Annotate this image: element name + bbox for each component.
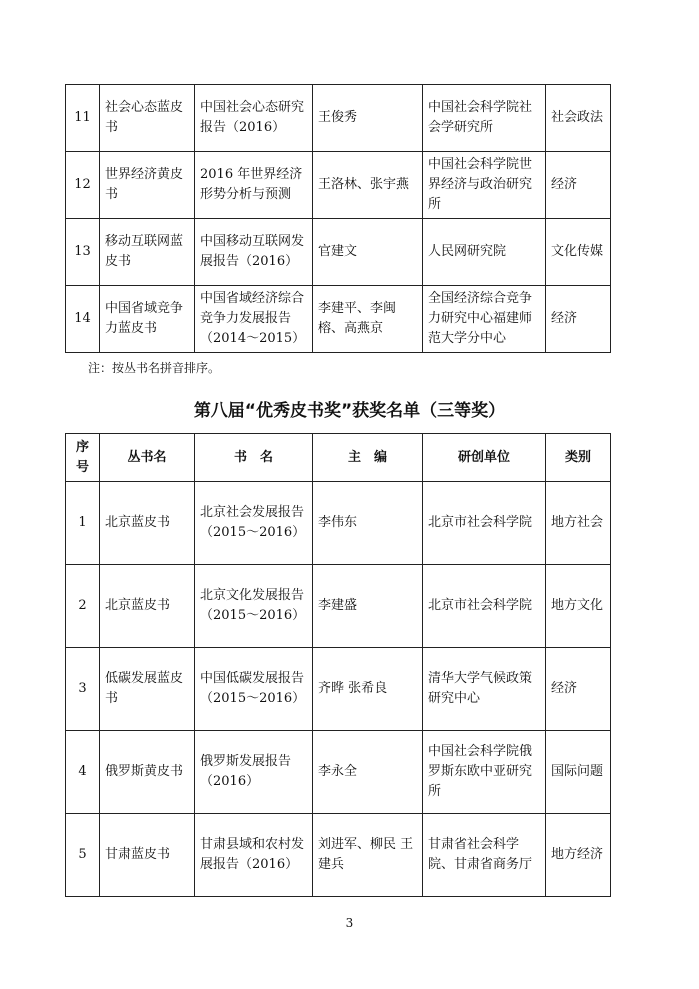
row-number: 11 [66, 85, 100, 152]
chief-editor: 刘进军、柳民 王建兵 [313, 814, 423, 897]
category: 经济 [546, 648, 611, 731]
chief-editor: 李建盛 [313, 565, 423, 648]
row-number: 14 [66, 286, 100, 353]
research-org: 北京市社会科学院 [423, 482, 546, 565]
book-title: 俄罗斯发展报告（2016） [195, 731, 313, 814]
book-title: 甘肃县域和农村发展报告（2016） [195, 814, 313, 897]
series-name: 甘肃蓝皮书 [100, 814, 195, 897]
series-name: 俄罗斯黄皮书 [100, 731, 195, 814]
third-prize-table [65, 433, 611, 897]
category: 地方文化 [546, 565, 611, 648]
row-number: 5 [66, 814, 100, 897]
row-number: 4 [66, 731, 100, 814]
research-org: 中国社会科学院世界经济与政治研究所 [423, 152, 546, 219]
book-title: 北京社会发展报告（2015～2016） [195, 482, 313, 565]
category: 地方社会 [546, 482, 611, 565]
category: 文化传媒 [546, 219, 611, 286]
table-note: 注：按丛书名拼音排序。 [88, 361, 221, 375]
series-name: 低碳发展蓝皮书 [100, 648, 195, 731]
row-number: 3 [66, 648, 100, 731]
series-name: 中国省域竞争力蓝皮书 [100, 286, 195, 353]
series-name: 世界经济黄皮书 [100, 152, 195, 219]
research-org: 中国社会科学院俄罗斯东欧中亚研究所 [423, 731, 546, 814]
chief-editor: 齐晔 张希良 [313, 648, 423, 731]
awards-table-continued [65, 84, 611, 353]
book-title: 2016 年世界经济形势分析与预测 [195, 152, 313, 219]
header-number: 序号 [66, 434, 100, 482]
series-name: 北京蓝皮书 [100, 482, 195, 565]
research-org: 甘肃省社会科学院、甘肃省商务厅 [423, 814, 546, 897]
research-org: 全国经济综合竞争力研究中心福建师范大学分中心 [423, 286, 546, 353]
research-org: 北京市社会科学院 [423, 565, 546, 648]
research-org: 人民网研究院 [423, 219, 546, 286]
book-title: 中国省域经济综合竞争力发展报告（2014～2015） [195, 286, 313, 353]
chief-editor: 李伟东 [313, 482, 423, 565]
book-title: 中国移动互联网发展报告（2016） [195, 219, 313, 286]
row-number: 2 [66, 565, 100, 648]
table-row [66, 85, 611, 152]
book-title: 中国社会心态研究报告（2016） [195, 85, 313, 152]
row-number: 13 [66, 219, 100, 286]
category: 社会政法 [546, 85, 611, 152]
page-number: 3 [345, 916, 354, 930]
table-row [66, 219, 611, 286]
table-row [66, 814, 611, 897]
table-row [66, 152, 611, 219]
row-number: 1 [66, 482, 100, 565]
header-editor: 主 编 [313, 434, 423, 482]
category: 地方经济 [546, 814, 611, 897]
series-name: 移动互联网蓝皮书 [100, 219, 195, 286]
page-title: 第八届“优秀皮书奖”获奖名单（三等奖） [193, 401, 506, 421]
series-name: 北京蓝皮书 [100, 565, 195, 648]
chief-editor: 李永全 [313, 731, 423, 814]
category: 国际问题 [546, 731, 611, 814]
chief-editor: 官建文 [313, 219, 423, 286]
research-org: 清华大学气候政策研究中心 [423, 648, 546, 731]
table-row [66, 731, 611, 814]
header-category: 类别 [546, 434, 611, 482]
table-row [66, 648, 611, 731]
header-org: 研创单位 [423, 434, 546, 482]
row-number: 12 [66, 152, 100, 219]
chief-editor: 王俊秀 [313, 85, 423, 152]
series-name: 社会心态蓝皮书 [100, 85, 195, 152]
book-title: 北京文化发展报告（2015～2016） [195, 565, 313, 648]
book-title: 中国低碳发展报告（2015～2016） [195, 648, 313, 731]
header-book: 书 名 [195, 434, 313, 482]
chief-editor: 王洛林、张宇燕 [313, 152, 423, 219]
table-row [66, 286, 611, 353]
table-row [66, 482, 611, 565]
table-header-row [66, 434, 611, 482]
chief-editor: 李建平、李闽榕、高燕京 [313, 286, 423, 353]
header-series: 丛书名 [100, 434, 195, 482]
category: 经济 [546, 286, 611, 353]
category: 经济 [546, 152, 611, 219]
table-row [66, 565, 611, 648]
research-org: 中国社会科学院社会学研究所 [423, 85, 546, 152]
